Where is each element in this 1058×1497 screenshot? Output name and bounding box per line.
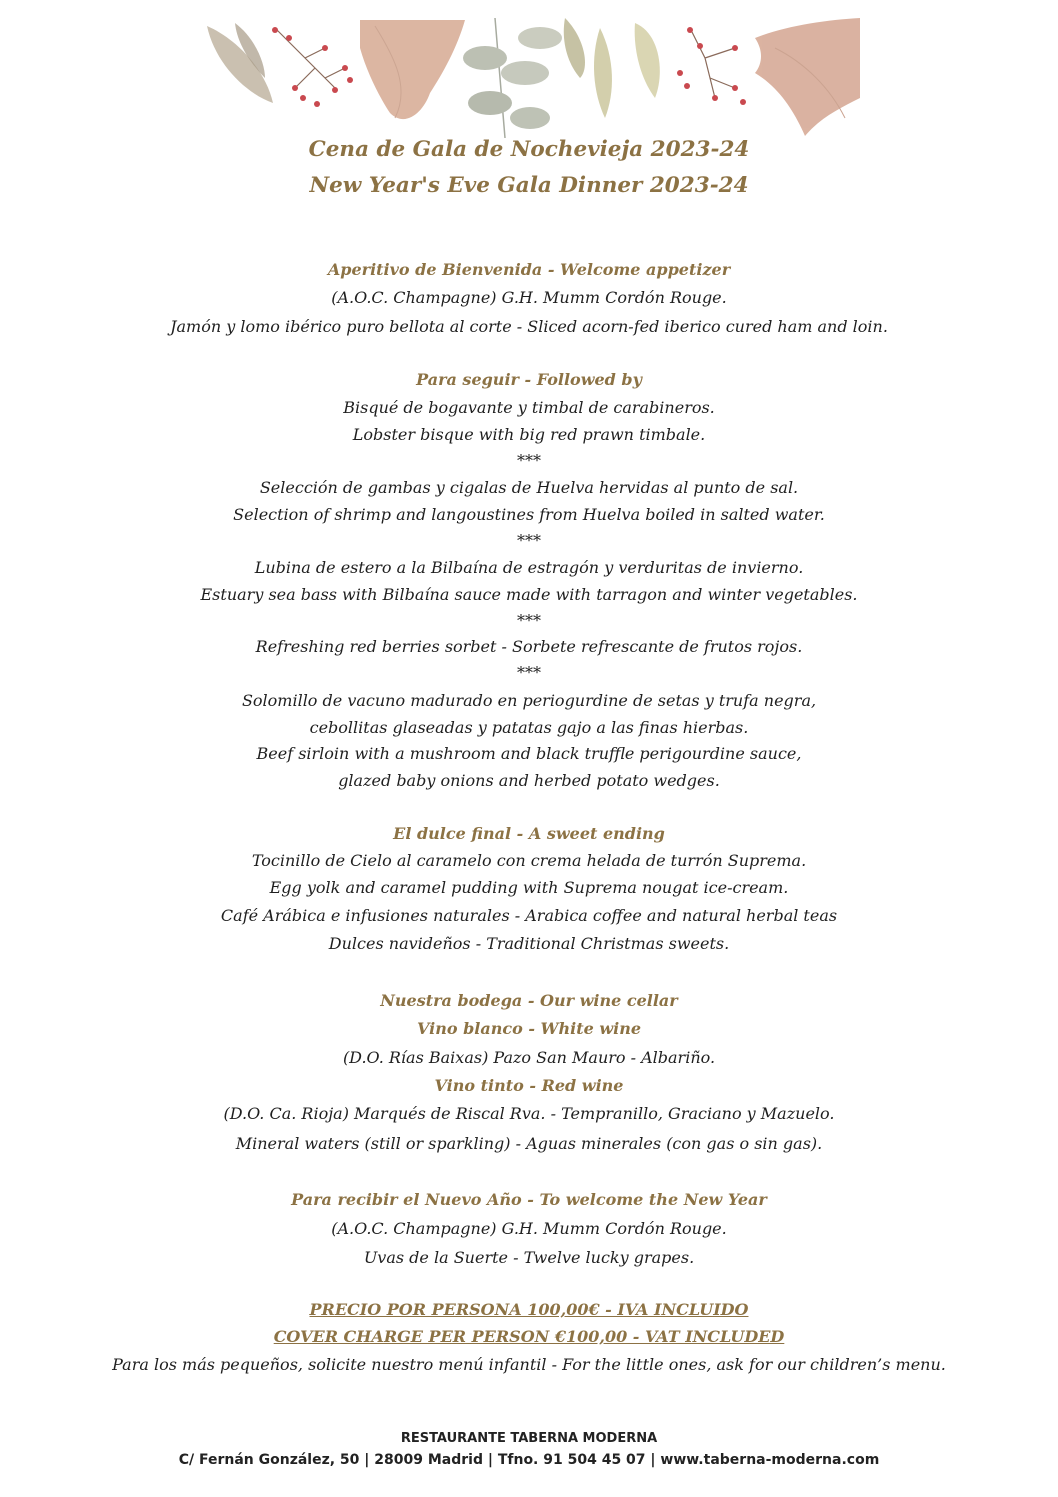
menu-line: (D.O. Ca. Rioja) Marqués de Riscal Rva. - Tempranillo, Graciano y Mazuelo. [223, 1104, 835, 1123]
menu-line: Mineral waters (still or sparkling) - Aguas minerales (con gas o sin gas). [235, 1134, 823, 1153]
olive-leaves-center [564, 18, 660, 118]
footer-address: C/ Fernán González, 50 | 28009 Madrid | Tfno. 91 504 45 07 | www.taberna-moderna.com [178, 1452, 880, 1468]
kids-menu-note: Para los más pequeños, solicite nuestro menú infantil - For the little ones, ask for our children’s menu. [112, 1355, 946, 1374]
welcome-heading: Aperitivo de Bienvenida - Welcome appetizer [327, 260, 731, 279]
newyear-heading: Para recibir el Nuevo Año - To welcome the New Year [291, 1190, 767, 1209]
menu-line: glazed baby onions and herbed potato wedges. [338, 771, 720, 790]
menu-line: Café Arábica e infusiones naturales - Arabica coffee and natural herbal teas [220, 906, 838, 925]
holly-leaf-left [360, 20, 465, 119]
menu-line: Solomillo de vacuno madurado en periogurdine de setas y trufa negra, [241, 691, 817, 710]
botanical-banner-illustration [195, 18, 860, 146]
menu-title-es: Cena de Gala de Nochevieja 2023-24 [308, 137, 750, 162]
menu-line: Dulces navideños - Traditional Christmas sweets. [328, 934, 730, 953]
price-en: COVER CHARGE PER PERSON €100,00 - VAT INCLUDED [273, 1327, 785, 1346]
menu-line: Estuary sea bass with Bilbaína sauce made with tarragon and winter vegetables. [200, 585, 858, 604]
berry-sprig-right [677, 27, 746, 105]
footer-restaurant-name: RESTAURANTE TABERNA MODERNA [400, 1431, 658, 1446]
white-wine-heading: Vino blanco - White wine [416, 1019, 642, 1038]
berry-sprig-left [272, 27, 353, 107]
price-es: PRECIO POR PERSONA 100,00€ - IVA INCLUIDO [309, 1300, 749, 1319]
menu-line: Lubina de estero a la Bilbaína de estragón y verduritas de invierno. [254, 558, 804, 577]
followed-heading: Para seguir - Followed by [416, 370, 642, 389]
menu-title-en: New Year's Eve Gala Dinner 2023-24 [309, 173, 749, 198]
separator: *** [517, 451, 541, 470]
menu-line: (D.O. Rías Baixas) Pazo San Mauro - Albariño. [342, 1048, 716, 1067]
separator: *** [517, 531, 541, 550]
menu-line: Selection of shrimp and langoustines from Huelva boiled in salted water. [233, 505, 825, 524]
menu-line: cebollitas glaseadas y patatas gajo a las finas hierbas. [309, 718, 749, 737]
menu-line: (A.O.C. Champagne) G.H. Mumm Cordón Rouge. [331, 288, 727, 307]
menu-line: Bisqué de bogavante y timbal de carabineros. [343, 398, 715, 417]
red-wine-heading: Vino tinto - Red wine [434, 1076, 624, 1095]
separator: *** [517, 611, 541, 630]
eucalyptus-sprig-center [463, 18, 562, 138]
menu-line: Egg yolk and caramel pudding with Suprema nougat ice-cream. [269, 878, 789, 897]
menu-line: Jamón y lomo ibérico puro bellota al corte - Sliced acorn-fed iberico cured ham and loin. [170, 317, 888, 336]
dessert-heading: El dulce final - A sweet ending [393, 824, 665, 843]
menu-line: (A.O.C. Champagne) G.H. Mumm Cordón Rouge. [331, 1219, 727, 1238]
menu-line: Selección de gambas y cigalas de Huelva hervidas al punto de sal. [259, 478, 799, 497]
holly-leaf-right [755, 18, 860, 136]
menu-line: Refreshing red berries sorbet - Sorbete refrescante de frutos rojos. [255, 637, 803, 656]
menu-line: Lobster bisque with big red prawn timbale. [352, 425, 706, 444]
menu-line: Uvas de la Suerte - Twelve lucky grapes. [363, 1248, 695, 1267]
separator: *** [517, 663, 541, 682]
menu-line: Tocinillo de Cielo al caramelo con crema helada de turrón Suprema. [251, 851, 807, 870]
menu-line: Beef sirloin with a mushroom and black truffle perigourdine sauce, [256, 744, 802, 763]
wine-heading: Nuestra bodega - Our wine cellar [380, 991, 678, 1010]
